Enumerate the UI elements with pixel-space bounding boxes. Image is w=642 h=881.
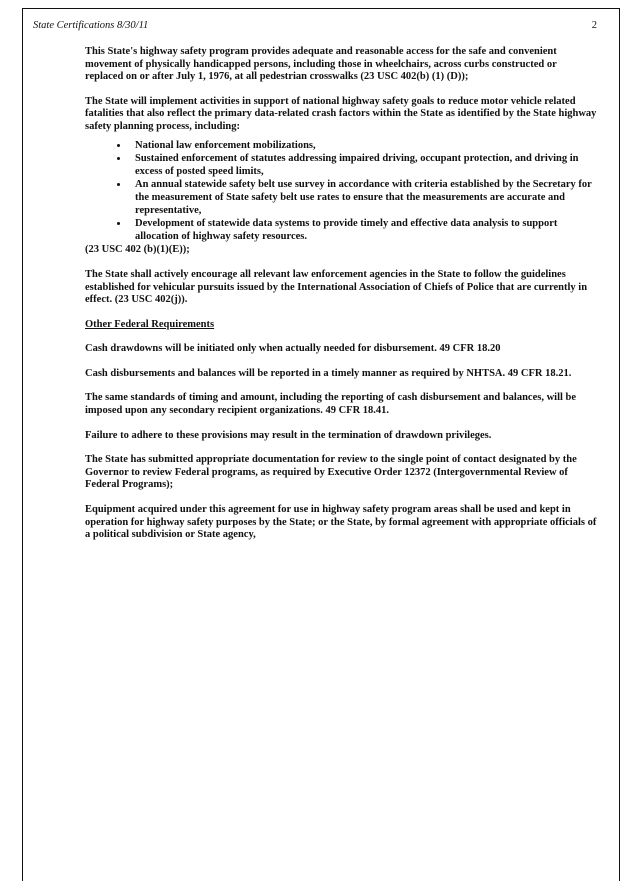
page-number: 2	[591, 20, 597, 31]
paragraph-safety-goals: The State will implement activities in support of national highway safety goals to reduce motor vehicle related fatalities that also reflect the primary data-related crash factors within the State as identified by the State highway safety planning process, including:	[85, 95, 597, 132]
paragraph-equipment: Equipment acquired under this agreement for use in highway safety program areas shall be used and kept in operation for highway safety purposes by the State; or the State, by formal agreement with appropriate officials of a political subdivision or State agency,	[85, 504, 597, 541]
paragraph-cash-disbursements: Cash disbursements and balances will be reported in a timely manner as required by NHTSA. 49 CFR 18.21.	[85, 367, 572, 379]
list-item: • Development of statewide data systems to provide timely and effective data analysis to support allocation of highway safety resources.	[129, 218, 597, 243]
list-item: • An annual statewide safety belt use survey in accordance with criteria established by the Secretary for the measurement of State safety belt use rates to ensure that the measurements are accurate and representative,	[129, 179, 597, 217]
paragraph-accessibility: This State's highway safety program provides adequate and reasonable access for the safe and convenient movement of physically handicapped persons, including those in wheelchairs, across curbs constructed or replaced on or after July 1, 1976, at all pedestrian crosswalks (23 USC 402(b) (1) (D));	[85, 46, 557, 83]
citation: (23 USC 402 (b)(1)(E));	[85, 244, 190, 256]
document-page	[22, 8, 620, 881]
section-heading: Other Federal Requirements	[85, 318, 215, 330]
document-body	[85, 46, 597, 554]
paragraph-single-point-contact: The State has submitted appropriate documentation for review to the single point of contact designated by the Governor to review Federal programs, as required by Executive Order 12372 (Intergovernmental Review of Federal Programs);	[85, 454, 577, 491]
paragraph-timing-standards: The same standards of timing and amount, including the reporting of cash disbursement and balances, will be imposed upon any secondary recipient organizations. 49 CFR 18.41.	[85, 392, 577, 417]
running-header: State Certifications 8/30/11	[33, 20, 149, 31]
bullet-list	[85, 140, 597, 244]
paragraph-cash-drawdowns: Cash drawdowns will be initiated only when actually needed for disbursement. 49 CFR 18.20	[85, 343, 501, 355]
paragraph-vehicular-pursuits: The State shall actively encourage all relevant law enforcement agencies in the State to follow the guidelines established for vehicular pursuits issued by the International Association of Chiefs of Police that are currently in effect. (23 USC 402(j)).	[85, 268, 588, 306]
list-item: • National law enforcement mobilizations,	[129, 140, 597, 153]
paragraph-termination: Failure to adhere to these provisions may result in the termination of drawdown privileges.	[85, 429, 492, 441]
list-item: • Sustained enforcement of statutes addressing impaired driving, occupant protection, and driving in excess of posted speed limits,	[129, 153, 597, 178]
